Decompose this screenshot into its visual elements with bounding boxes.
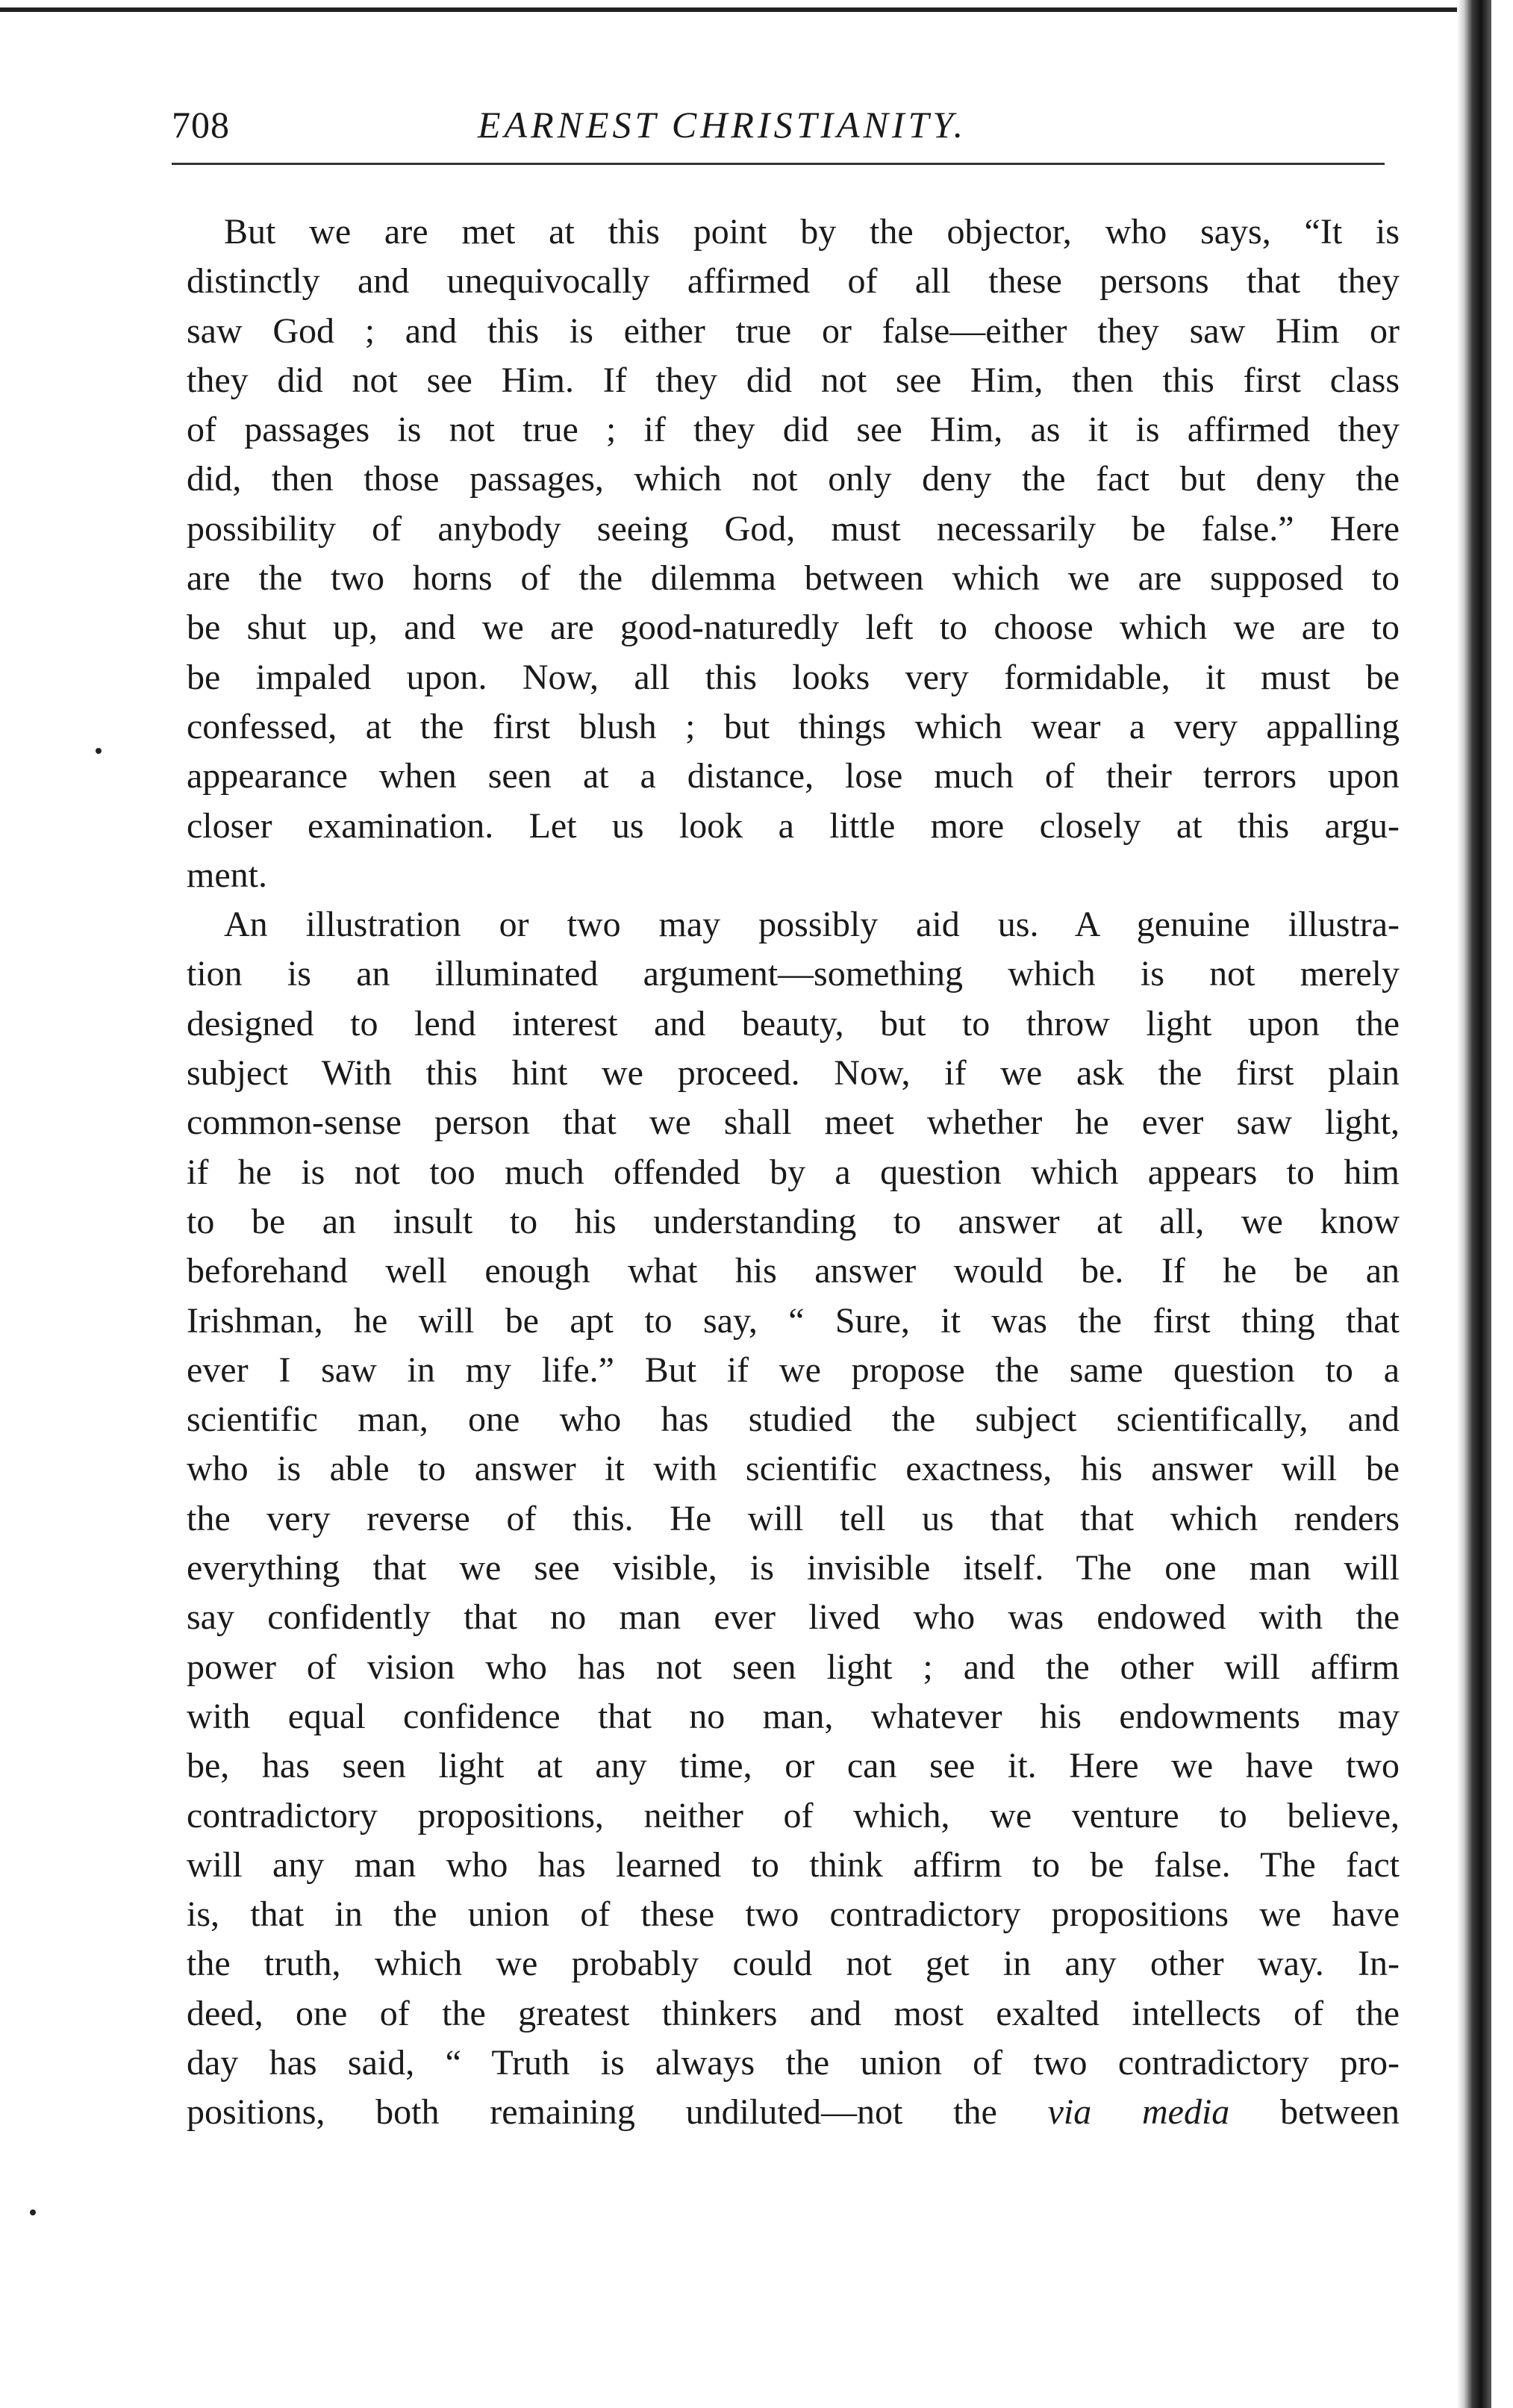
- text-line: with equal confidence that no man, whatever his endowments may: [187, 1696, 1400, 1736]
- text-line: be, has seen light at any time, or can see it. Here we have two: [187, 1746, 1400, 1786]
- text-line: power of vision who has not seen light ; and the other will affirm: [187, 1647, 1400, 1687]
- text-line-end: between: [1280, 2092, 1400, 2133]
- header-rule: [172, 163, 1385, 165]
- page-number: 708: [172, 104, 230, 146]
- text-line: who is able to answer it with scientific exactness, his answer will be: [187, 1449, 1400, 1489]
- text-line: beforehand well enough what his answer would be. If he be an: [187, 1251, 1400, 1291]
- text-line: common-sense person that we shall meet whether he ever saw light,: [187, 1102, 1400, 1143]
- text-line: be shut up, and we are good-naturedly left to choose which we are to: [187, 608, 1400, 648]
- text-line: possibility of anybody seeing God, must necessarily be false.” Here: [187, 508, 1400, 549]
- text-line: closer examination. Let us look a little more closely at this argu-: [187, 805, 1400, 846]
- text-line: will any man who has learned to think affirm to be false. The fact: [187, 1844, 1400, 1885]
- text-line: saw God ; and this is either true or false—either they saw Him or: [187, 311, 1400, 351]
- text-line: Irishman, he will be apt to say, “ Sure, it was the first thing that: [187, 1300, 1400, 1341]
- text-line: confessed, at the first blush ; but things which wear a very appalling: [187, 706, 1400, 746]
- text-line: scientific man, one who has studied the subject scientifically, and: [187, 1400, 1400, 1440]
- text-line: be impaled upon. Now, all this looks very formidable, it must be: [187, 657, 1400, 697]
- italic-phrase: via media: [1047, 2092, 1230, 2133]
- text-line: are the two horns of the dilemma between which we are supposed to: [187, 558, 1400, 599]
- text-line: the truth, which we probably could not get in any other way. In-: [187, 1944, 1400, 1984]
- text-line-start: positions, both remaining undiluted—not the: [187, 2092, 997, 2133]
- text-line: contradictory propositions, neither of which, we venture to believe,: [187, 1795, 1400, 1835]
- text-line: day has said, “ Truth is always the union of two contradictory pro-: [187, 2042, 1400, 2083]
- running-head-title: EARNEST CHRISTIANITY.: [478, 104, 967, 146]
- page-header: [172, 96, 1385, 155]
- text-line: to be an insult to his understanding to answer at all, we know: [187, 1201, 1400, 1241]
- text-line: subject With this hint we proceed. Now, if we ask the first plain: [187, 1053, 1400, 1094]
- text-line: distinctly and unequivocally affirmed of all these persons that they: [187, 261, 1400, 302]
- text-line: designed to lend interest and beauty, but to throw light upon the: [187, 1003, 1400, 1044]
- text-line: deed, one of the greatest thinkers and most exalted intellects of the: [187, 1993, 1400, 2033]
- text-line: did, then those passages, which not only deny the fact but deny the: [187, 459, 1400, 499]
- text-line: An illustration or two may possibly aid us. A genuine illustra-: [224, 905, 1400, 945]
- text-line: ment.: [187, 855, 267, 895]
- text-line: ever I saw in my life.” But if we propose the same question to a: [187, 1350, 1400, 1390]
- margin-mark: [96, 748, 102, 754]
- page-binding-edge: [1457, 0, 1491, 2408]
- text-line: appearance when seen at a distance, lose much of their terrors upon: [187, 756, 1400, 796]
- text-line: But we are met at this point by the objector, who says, “It is: [224, 212, 1400, 252]
- text-line-final: [187, 2088, 1400, 2137]
- text-line: say confidently that no man ever lived who was endowed with the: [187, 1597, 1400, 1638]
- text-line: of passages is not true ; if they did see Him, as it is affirmed they: [187, 410, 1400, 450]
- body-text: [187, 208, 1400, 2138]
- text-line: the very reverse of this. He will tell us that that which renders: [187, 1498, 1400, 1538]
- top-border-rule: [0, 7, 1482, 12]
- text-line: is, that in the union of these two contradictory propositions we have: [187, 1894, 1400, 1935]
- margin-mark: [30, 2209, 36, 2215]
- text-line: tion is an illuminated argument—something which is not merely: [187, 954, 1400, 994]
- text-line: if he is not too much offended by a question which appears to him: [187, 1152, 1400, 1192]
- text-line: they did not see Him. If they did not see Him, then this first class: [187, 360, 1400, 400]
- text-line: everything that we see visible, is invisible itself. The one man will: [187, 1548, 1400, 1588]
